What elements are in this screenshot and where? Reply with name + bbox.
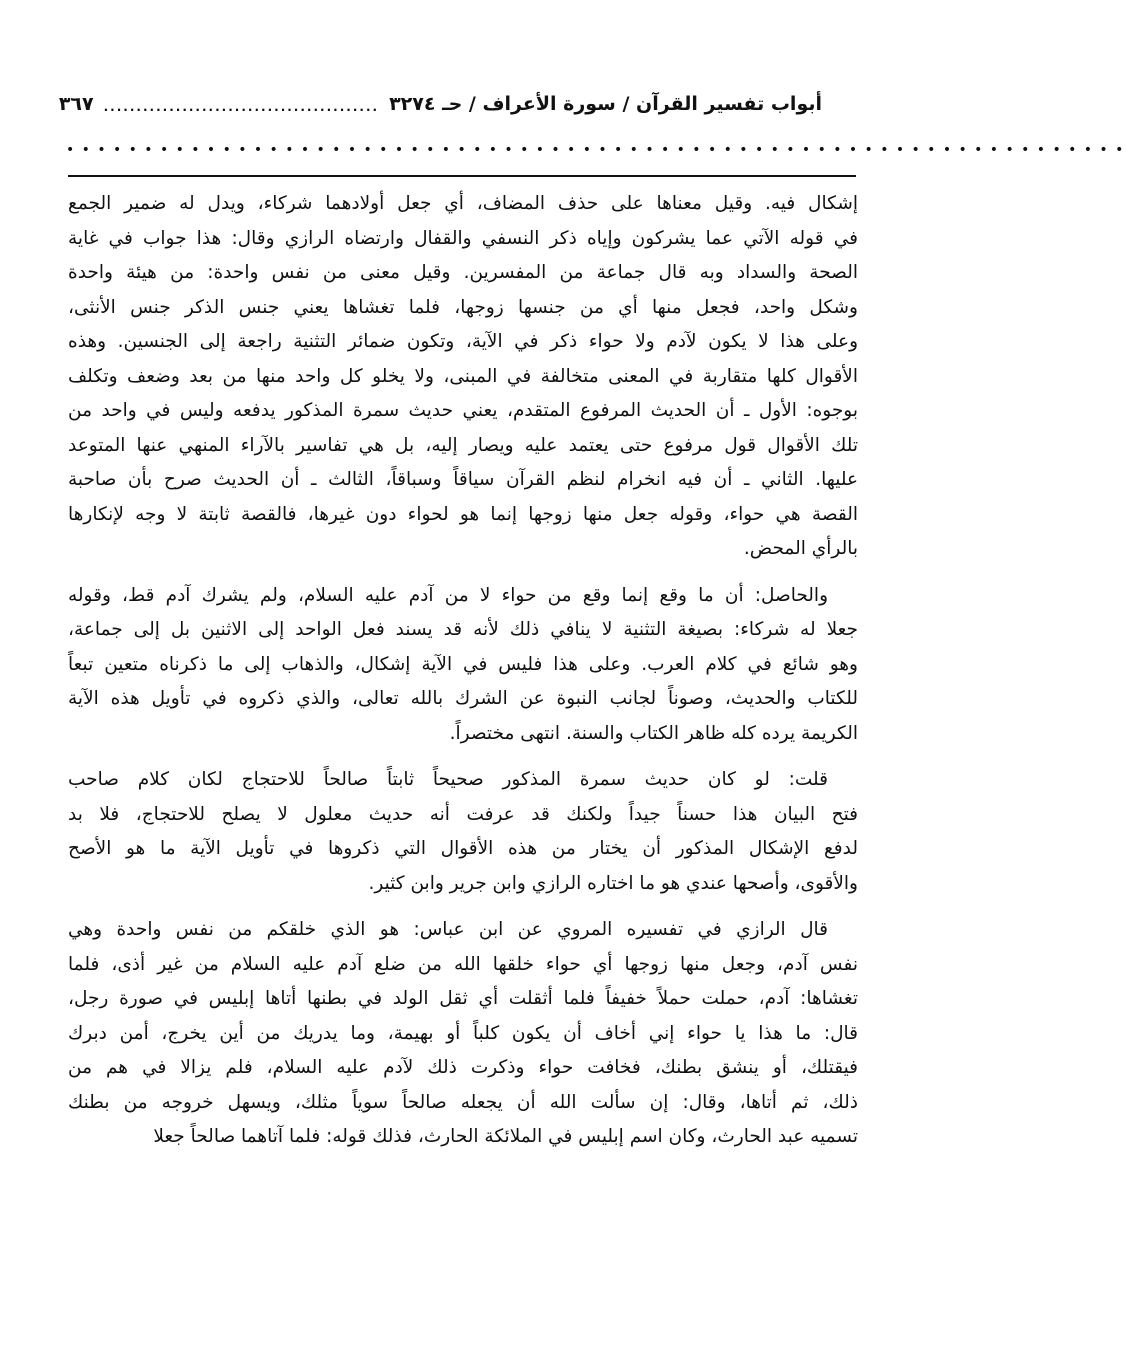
running-header-title: أبواب تفسير القرآن / سورة الأعراف / حـ ٣٢٧٤ [389,93,822,115]
text-line: بالرأي المحض. [743,538,858,559]
page-number: ٣٦٧ [58,93,94,115]
text-line: قال الرازي في تفسيره المروي عن ابن عباس: هو الذي خلقكم من نفس واحدة وهي [68,919,828,940]
text-line: وعلى هذا لا يكون لآدم ولا حواء ذكر في الآية، وتكون ضمائر التثنية راجعة إلى الجنسين. وهذه [68,331,858,352]
text-line: الكريمة يرده كله ظاهر الكتاب والسنة. انتهى مختصراً. [449,722,858,744]
dotted-separator: •••••••••••••••••••••••••••••••••••••••••••••••••••••••••••••••••••• [66,142,1131,158]
text-line: جعلا له شركاء: بصيغة التثنية لا ينافي ذلك لأنه قد يسند فعل الواحد إلى الاثنين بل إلى جماعة، [68,619,858,640]
text-line: نفس آدم، وجعل منها زوجها أي حواء خلقها الله من ضلع آدم عليه السلام من غير أذى، فلما [68,953,858,975]
text-line: تسميه عبد الحارث، وكان اسم إبليس في الملائكة الحارث، فذلك قوله: فلما آتاهما صالحاً جعلا [153,1126,858,1147]
text-line: في قوله الآتي عما يشركون وإياه ذكر النسفي والقفال وارتضاه الرازي وقال: هذا جواب في غاية [68,227,858,249]
text-line: وهو شائع في كلام العرب. وعلى هذا فليس في الآية إشكال، والذهاب إلى ما ذكرناه متعين تبعاً [68,653,858,675]
text-line: القصة هي حواء، وقوله جعل منها زوجها إنما هو لحواء دون غيرها، فالقصة ثابتة لا وجه لإنكارها [68,503,858,525]
text-line: وشكل واحد، فجعل منها أي من جنسها زوجها، فلما تغشاها يعني جنس الذكر جنس الأنثى، [68,296,858,318]
paragraph [68,913,858,1155]
paragraph [68,763,858,901]
text-line: قال: ما هذا يا حواء إني أخاف أن يكون كلباً أو بهيمة، وما يدريك من أين يخرج، أمن دبرك [68,1022,858,1044]
header-rule [68,175,856,177]
text-line: الصحة والسداد وبه قال جماعة من المفسرين. وقيل معنى من نفس واحدة: من هيئة واحدة [68,262,858,283]
page-body [68,187,858,1167]
paragraph [68,187,858,567]
text-line: إشكال فيه. وقيل معناها على حذف المضاف، أي جعل أولادهما شركاء، ويدل له ضمير الجمع [68,193,858,214]
text-line: عليها. الثاني ـ أن فيه انخرام لنظم القرآن سياقاً وسباقاً، الثالث ـ أن الحديث صرح بأن صاحبة [68,469,858,490]
text-line: تلك الأقوال قول مرفوع حتى يعتمد عليه ويصار إليه، بل هي تفاسير بالآراء المنهي عنها المتوعد [68,434,858,456]
text-line: تغشاها: آدم، حملت حملاً خفيفاً فلما أثقلت أي ثقل الولد في بطنها أتاها إبليس في صورة رجل، [68,988,858,1009]
text-line: بوجوه: الأول ـ أن الحديث المرفوع المتقدم، يعني حديث سمرة المذكور يدفعه وليس في واحد من [68,400,858,421]
text-line: للكتاب والحديث، وصوناً لجانب النبوة عن الشرك بالله تعالى، والذي ذكروه في تأويل هذه الآية [68,688,858,709]
text-line: فيقتلك، أو ينشق بطنك، فخافت حواء وذكرت ذلك لآدم عليه السلام، فلم يزالا في هم من [68,1057,858,1078]
text-line: فتح البيان هذا حسناً جيداً ولكنك قد عرفت أنه حديث معلول لا يصلح للاحتجاج، فلا بد [68,803,858,825]
text-line: لدفع الإشكال المذكور أن يختار من هذه الأقوال التي ذكروها في تأويل الآية ما هو الأصح [68,838,858,859]
text-line: والحاصل: أن ما وقع إنما وقع من حواء لا من آدم عليه السلام، ولم يشرك آدم قط، وقوله [68,584,828,606]
text-line: والأقوى، وأصحها عندي هو ما اختاره الرازي وابن جرير وابن كثير. [368,872,858,894]
text-line: قلت: لو كان حديث سمرة المذكور صحيحاً ثابتاً صالحاً للاحتجاج لكان كلام صاحب [68,769,828,790]
text-line: الأقوال كلها متقاربة في المعنى متخالفة في المبنى، ولا يخلو كل واحد منها من بعد وضعف وتكلف [68,365,858,387]
running-header [58,86,822,122]
leader-dots: .......................................... [103,100,380,114]
paragraph [68,579,858,752]
text-line: ذلك، ثم أتاها، وقال: إن سألت الله أن يجعله صالحاً سوياً مثلك، ويسهل خروجه من بطنك [68,1091,858,1113]
